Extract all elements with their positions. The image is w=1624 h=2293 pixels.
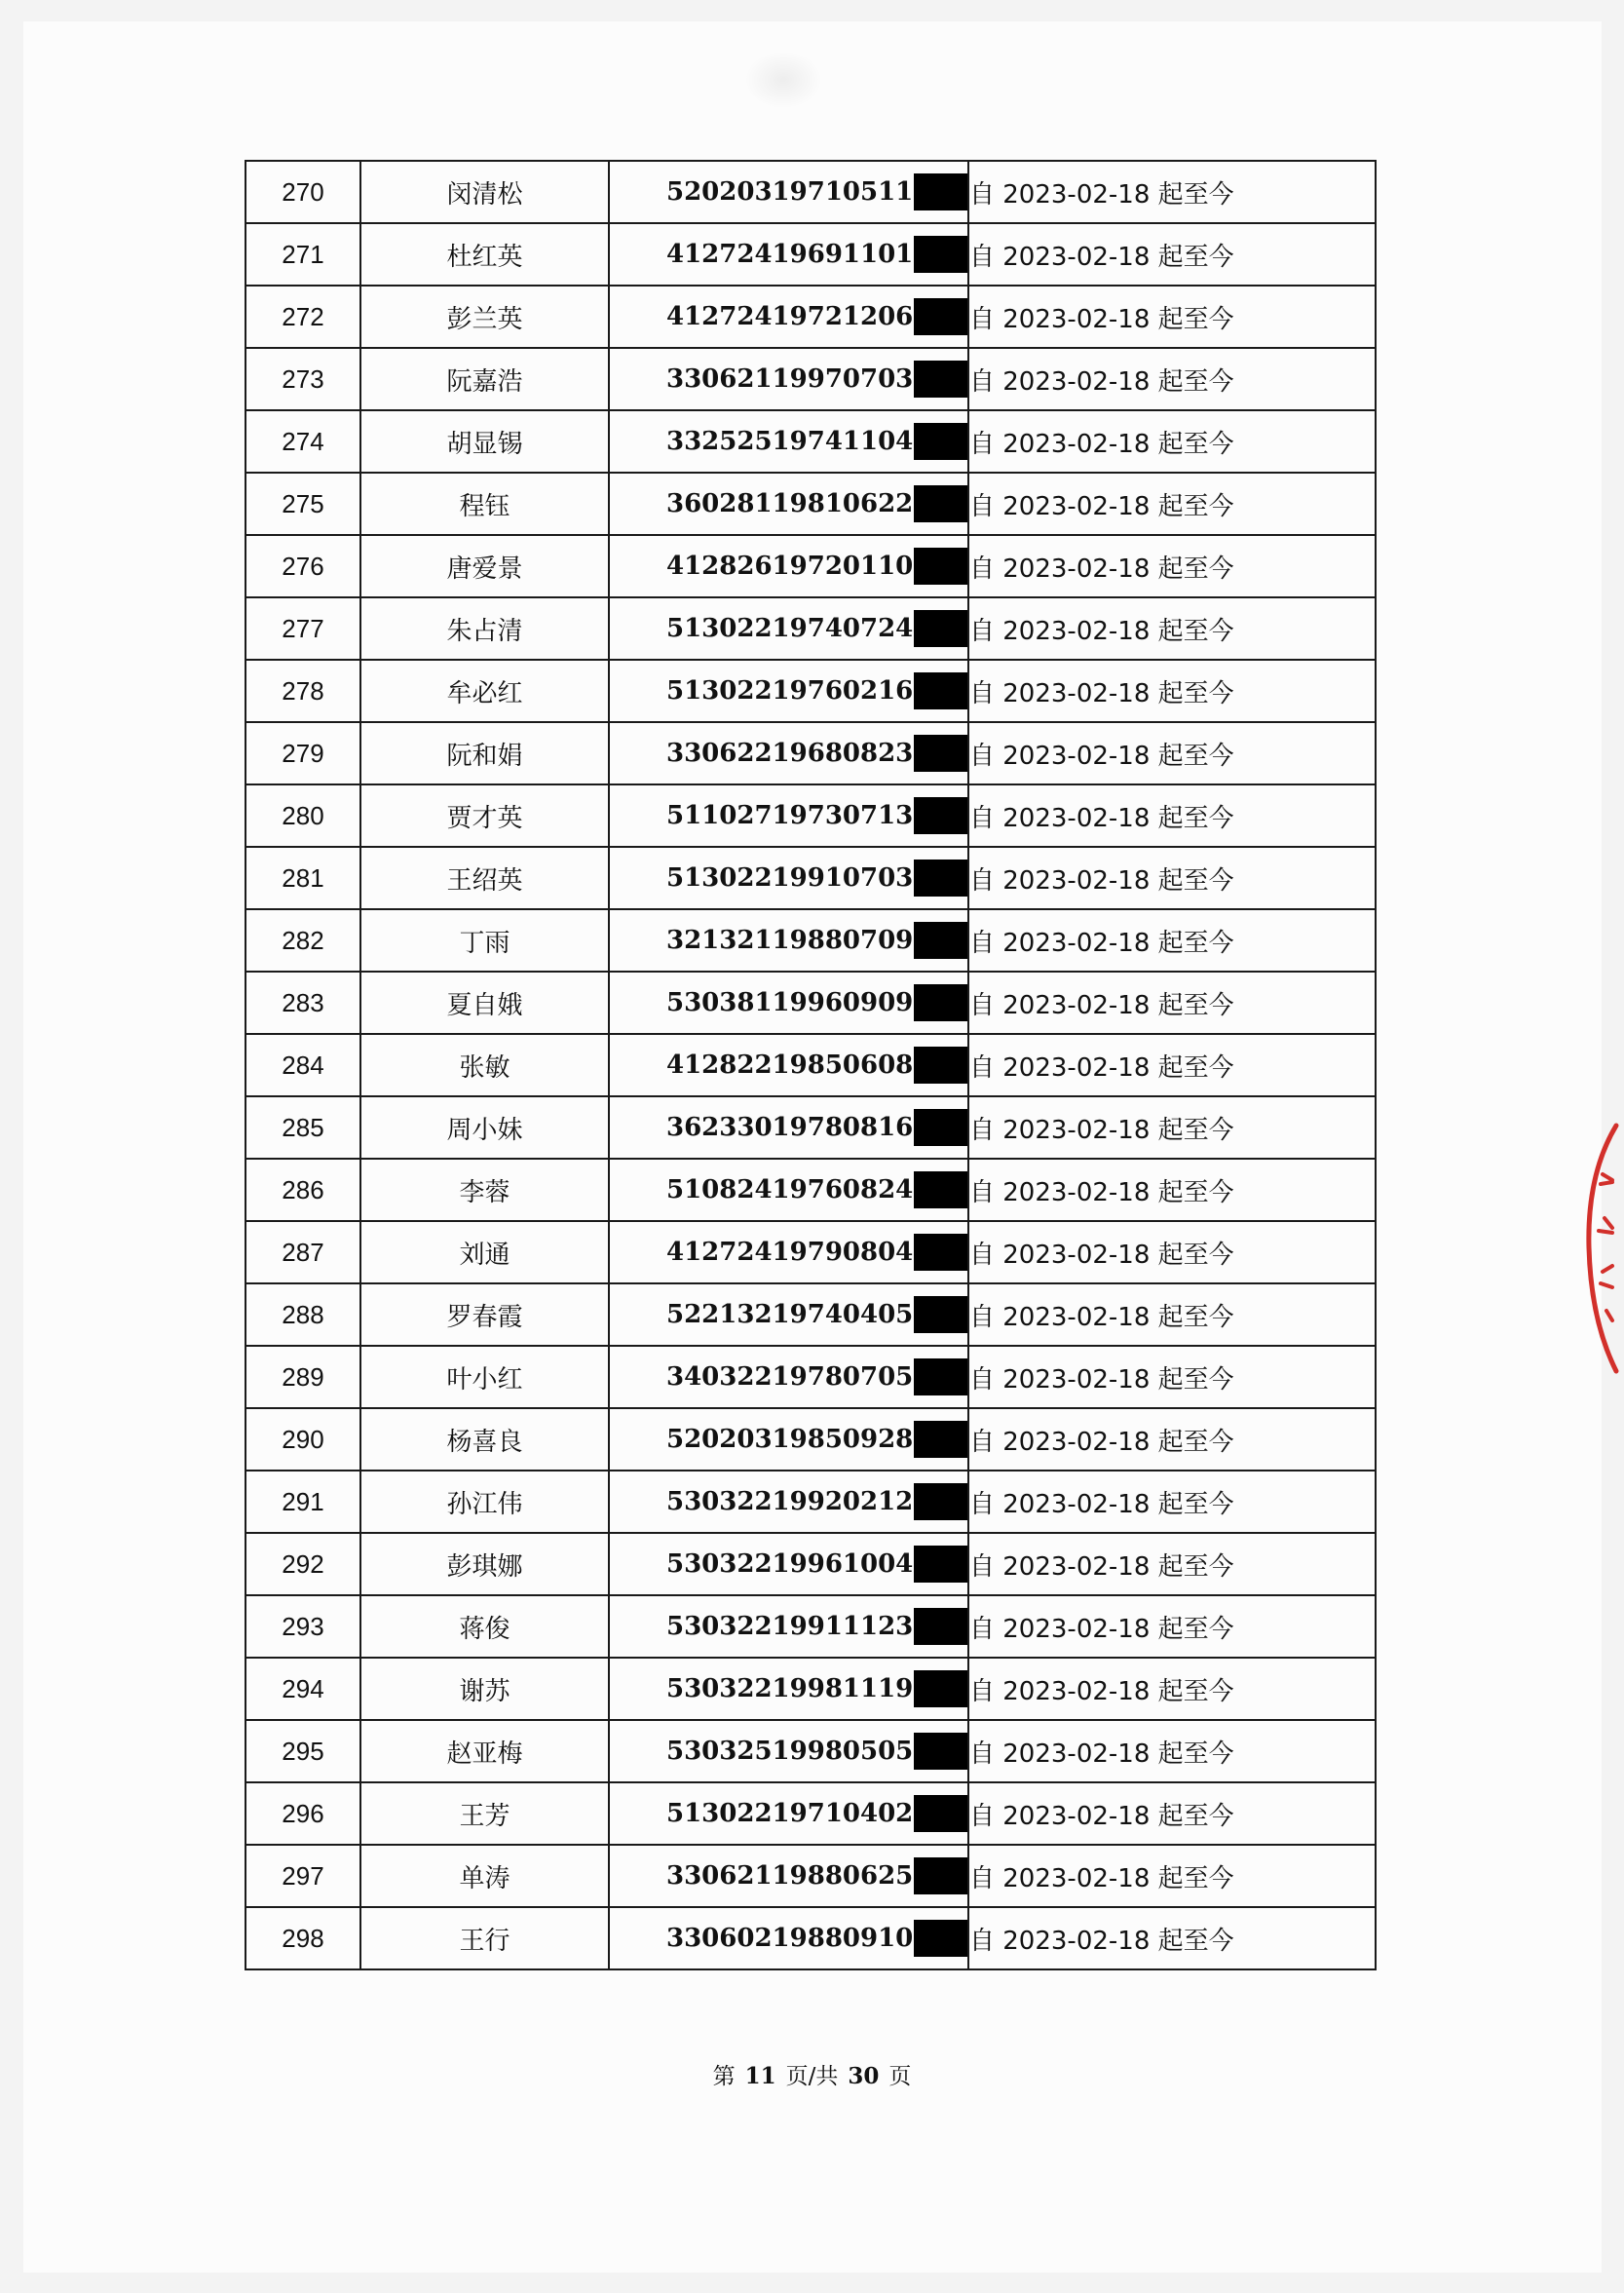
- person-name: 王绍英: [360, 847, 609, 909]
- effective-date: 自 2023-02-18 起至今: [968, 597, 1376, 660]
- effective-date: 自 2023-02-18 起至今: [968, 1782, 1376, 1845]
- id-number: 36028119810622: [666, 489, 914, 518]
- id-number-cell: [609, 286, 968, 348]
- id-number-cell: [609, 722, 968, 784]
- row-number: 274: [245, 410, 360, 473]
- id-number-cell: [609, 1595, 968, 1658]
- person-name: 胡显锡: [360, 410, 609, 473]
- id-number: 51102719730713: [666, 801, 914, 830]
- person-name: 赵亚梅: [360, 1720, 609, 1782]
- scan-smudge: [744, 51, 822, 109]
- effective-date: 自 2023-02-18 起至今: [968, 1533, 1376, 1595]
- id-number: 53038119960909: [666, 988, 914, 1017]
- table-row: [245, 660, 1376, 722]
- person-name: 谢苏: [360, 1658, 609, 1720]
- row-number: 284: [245, 1034, 360, 1096]
- row-number: 290: [245, 1408, 360, 1471]
- row-number: 281: [245, 847, 360, 909]
- redaction-block: [914, 860, 967, 897]
- redaction-block: [914, 735, 967, 772]
- redaction-block: [914, 984, 967, 1021]
- id-number: 52020319850928: [666, 1425, 914, 1454]
- table-row: [245, 1096, 1376, 1159]
- table-row: [245, 223, 1376, 286]
- person-name: 李蓉: [360, 1159, 609, 1221]
- id-number-cell: [609, 784, 968, 847]
- id-number: 41272419721206: [666, 302, 914, 331]
- row-number: 271: [245, 223, 360, 286]
- footer-middle: 页/共: [785, 2064, 839, 2089]
- person-name: 阮和娟: [360, 722, 609, 784]
- footer-prefix: 第: [712, 2064, 736, 2089]
- person-name: 夏自娥: [360, 972, 609, 1034]
- id-number: 34032219780705: [666, 1362, 914, 1392]
- table-row: [245, 597, 1376, 660]
- effective-date: 自 2023-02-18 起至今: [968, 410, 1376, 473]
- table-row: [245, 1782, 1376, 1845]
- id-number-cell: [609, 348, 968, 410]
- id-number: 51302219710402: [666, 1799, 914, 1828]
- row-number: 282: [245, 909, 360, 972]
- id-number-cell: [609, 1658, 968, 1720]
- effective-date: 自 2023-02-18 起至今: [968, 1471, 1376, 1533]
- effective-date: 自 2023-02-18 起至今: [968, 473, 1376, 535]
- redaction-block: [914, 922, 967, 959]
- id-number-cell: [609, 1782, 968, 1845]
- effective-date: 自 2023-02-18 起至今: [968, 660, 1376, 722]
- row-number: 280: [245, 784, 360, 847]
- person-name: 罗春霞: [360, 1283, 609, 1346]
- effective-date: 自 2023-02-18 起至今: [968, 1595, 1376, 1658]
- id-number: 41272419691101: [666, 240, 914, 269]
- table-row: [245, 1595, 1376, 1658]
- red-seal-fragment: [1577, 1116, 1624, 1379]
- effective-date: 自 2023-02-18 起至今: [968, 1283, 1376, 1346]
- effective-date: 自 2023-02-18 起至今: [968, 722, 1376, 784]
- row-number: 273: [245, 348, 360, 410]
- redaction-block: [914, 1296, 967, 1333]
- table-row: [245, 1907, 1376, 1969]
- id-number-cell: [609, 473, 968, 535]
- redaction-block: [914, 1670, 967, 1707]
- row-number: 287: [245, 1221, 360, 1283]
- redaction-block: [914, 1546, 967, 1583]
- id-number: 33062119970703: [666, 364, 914, 394]
- row-number: 294: [245, 1658, 360, 1720]
- row-number: 279: [245, 722, 360, 784]
- effective-date: 自 2023-02-18 起至今: [968, 972, 1376, 1034]
- person-name: 张敏: [360, 1034, 609, 1096]
- id-number-cell: [609, 1221, 968, 1283]
- row-number: 298: [245, 1907, 360, 1969]
- id-number: 52213219740405: [666, 1300, 914, 1329]
- id-number: 33252519741104: [666, 427, 914, 456]
- effective-date: 自 2023-02-18 起至今: [968, 1221, 1376, 1283]
- person-name: 王芳: [360, 1782, 609, 1845]
- redaction-block: [914, 1234, 967, 1271]
- id-number: 51302219910703: [666, 863, 914, 893]
- row-number: 278: [245, 660, 360, 722]
- table-row: [245, 972, 1376, 1034]
- id-number: 41282619720110: [666, 552, 914, 581]
- footer-suffix: 页: [888, 2064, 912, 2089]
- roster-table: [245, 160, 1377, 1970]
- redaction-block: [914, 485, 967, 522]
- row-number: 283: [245, 972, 360, 1034]
- redaction-block: [914, 1171, 967, 1208]
- table-row: [245, 784, 1376, 847]
- table-row: [245, 1408, 1376, 1471]
- id-number: 41282219850608: [666, 1051, 914, 1080]
- id-number-cell: [609, 1034, 968, 1096]
- redaction-block: [914, 610, 967, 647]
- id-number-cell: [609, 535, 968, 597]
- table-row: [245, 1034, 1376, 1096]
- id-number: 52020319710511: [666, 177, 914, 207]
- redaction-block: [914, 298, 967, 335]
- row-number: 276: [245, 535, 360, 597]
- id-number: 32132119880709: [666, 926, 914, 955]
- person-name: 闵清松: [360, 161, 609, 223]
- redaction-block: [914, 1608, 967, 1645]
- redaction-block: [914, 1421, 967, 1458]
- id-number: 53032219911123: [666, 1612, 914, 1641]
- id-number: 33062119880625: [666, 1861, 914, 1891]
- redaction-block: [914, 1733, 967, 1770]
- id-number-cell: [609, 597, 968, 660]
- table-row: [245, 1845, 1376, 1907]
- person-name: 程钰: [360, 473, 609, 535]
- person-name: 孙江伟: [360, 1471, 609, 1533]
- row-number: 296: [245, 1782, 360, 1845]
- person-name: 彭琪娜: [360, 1533, 609, 1595]
- redaction-block: [914, 173, 967, 210]
- effective-date: 自 2023-02-18 起至今: [968, 286, 1376, 348]
- id-number-cell: [609, 1283, 968, 1346]
- id-number: 33062219680823: [666, 739, 914, 768]
- redaction-block: [914, 236, 967, 273]
- id-number: 53032519980505: [666, 1737, 914, 1766]
- row-number: 270: [245, 161, 360, 223]
- person-name: 单涛: [360, 1845, 609, 1907]
- redaction-block: [914, 1857, 967, 1894]
- person-name: 王行: [360, 1907, 609, 1969]
- id-number-cell: [609, 909, 968, 972]
- id-number: 53032219981119: [666, 1674, 914, 1703]
- redaction-block: [914, 1047, 967, 1084]
- table-row: [245, 1346, 1376, 1408]
- effective-date: 自 2023-02-18 起至今: [968, 847, 1376, 909]
- id-number-cell: [609, 1533, 968, 1595]
- effective-date: 自 2023-02-18 起至今: [968, 1720, 1376, 1782]
- id-number: 53032219961004: [666, 1549, 914, 1579]
- effective-date: 自 2023-02-18 起至今: [968, 784, 1376, 847]
- row-number: 289: [245, 1346, 360, 1408]
- table-row: [245, 1283, 1376, 1346]
- table-row: [245, 1658, 1376, 1720]
- id-number-cell: [609, 410, 968, 473]
- page-footer: [0, 2058, 1624, 2090]
- id-number-cell: [609, 972, 968, 1034]
- table-row: [245, 410, 1376, 473]
- person-name: 唐爱景: [360, 535, 609, 597]
- table-row: [245, 473, 1376, 535]
- row-number: 286: [245, 1159, 360, 1221]
- id-number-cell: [609, 1408, 968, 1471]
- row-number: 275: [245, 473, 360, 535]
- table-row: [245, 1159, 1376, 1221]
- footer-total-pages: 30: [848, 2063, 880, 2089]
- effective-date: 自 2023-02-18 起至今: [968, 1408, 1376, 1471]
- effective-date: 自 2023-02-18 起至今: [968, 1096, 1376, 1159]
- person-name: 牟必红: [360, 660, 609, 722]
- redaction-block: [914, 1109, 967, 1146]
- person-name: 贾才英: [360, 784, 609, 847]
- table-row: [245, 909, 1376, 972]
- row-number: 272: [245, 286, 360, 348]
- table-row: [245, 1471, 1376, 1533]
- table-row: [245, 847, 1376, 909]
- redaction-block: [914, 1483, 967, 1520]
- table-row: [245, 1720, 1376, 1782]
- effective-date: 自 2023-02-18 起至今: [968, 1658, 1376, 1720]
- table-row: [245, 286, 1376, 348]
- table-row: [245, 722, 1376, 784]
- redaction-block: [914, 797, 967, 834]
- person-name: 朱占清: [360, 597, 609, 660]
- effective-date: 自 2023-02-18 起至今: [968, 909, 1376, 972]
- row-number: 291: [245, 1471, 360, 1533]
- effective-date: 自 2023-02-18 起至今: [968, 1034, 1376, 1096]
- row-number: 277: [245, 597, 360, 660]
- person-name: 杜红英: [360, 223, 609, 286]
- id-number: 41272419790804: [666, 1238, 914, 1267]
- redaction-block: [914, 1358, 967, 1395]
- row-number: 288: [245, 1283, 360, 1346]
- effective-date: 自 2023-02-18 起至今: [968, 348, 1376, 410]
- redaction-block: [914, 1795, 967, 1832]
- effective-date: 自 2023-02-18 起至今: [968, 1907, 1376, 1969]
- roster-table-body: [245, 161, 1376, 1969]
- id-number-cell: [609, 1720, 968, 1782]
- table-row: [245, 348, 1376, 410]
- person-name: 蒋俊: [360, 1595, 609, 1658]
- person-name: 彭兰英: [360, 286, 609, 348]
- id-number-cell: [609, 161, 968, 223]
- id-number-cell: [609, 1845, 968, 1907]
- person-name: 杨喜良: [360, 1408, 609, 1471]
- id-number-cell: [609, 660, 968, 722]
- effective-date: 自 2023-02-18 起至今: [968, 161, 1376, 223]
- footer-page-number: 11: [744, 2063, 776, 2089]
- effective-date: 自 2023-02-18 起至今: [968, 1159, 1376, 1221]
- person-name: 叶小红: [360, 1346, 609, 1408]
- table-row: [245, 161, 1376, 223]
- id-number-cell: [609, 1471, 968, 1533]
- id-number-cell: [609, 1907, 968, 1969]
- row-number: 292: [245, 1533, 360, 1595]
- effective-date: 自 2023-02-18 起至今: [968, 223, 1376, 286]
- table-row: [245, 535, 1376, 597]
- effective-date: 自 2023-02-18 起至今: [968, 535, 1376, 597]
- id-number-cell: [609, 1346, 968, 1408]
- redaction-block: [914, 361, 967, 398]
- id-number-cell: [609, 223, 968, 286]
- row-number: 295: [245, 1720, 360, 1782]
- id-number: 51302219760216: [666, 676, 914, 706]
- id-number-cell: [609, 1159, 968, 1221]
- id-number: 36233019780816: [666, 1113, 914, 1142]
- person-name: 阮嘉浩: [360, 348, 609, 410]
- id-number-cell: [609, 847, 968, 909]
- effective-date: 自 2023-02-18 起至今: [968, 1845, 1376, 1907]
- row-number: 285: [245, 1096, 360, 1159]
- id-number: 33060219880910: [666, 1924, 914, 1953]
- row-number: 297: [245, 1845, 360, 1907]
- redaction-block: [914, 548, 967, 585]
- row-number: 293: [245, 1595, 360, 1658]
- redaction-block: [914, 1920, 967, 1957]
- person-name: 丁雨: [360, 909, 609, 972]
- id-number: 51302219740724: [666, 614, 914, 643]
- id-number: 53032219920212: [666, 1487, 914, 1516]
- id-number: 51082419760824: [666, 1175, 914, 1204]
- redaction-block: [914, 423, 967, 460]
- effective-date: 自 2023-02-18 起至今: [968, 1346, 1376, 1408]
- person-name: 刘通: [360, 1221, 609, 1283]
- table-row: [245, 1221, 1376, 1283]
- person-name: 周小妹: [360, 1096, 609, 1159]
- redaction-block: [914, 672, 967, 709]
- id-number-cell: [609, 1096, 968, 1159]
- table-row: [245, 1533, 1376, 1595]
